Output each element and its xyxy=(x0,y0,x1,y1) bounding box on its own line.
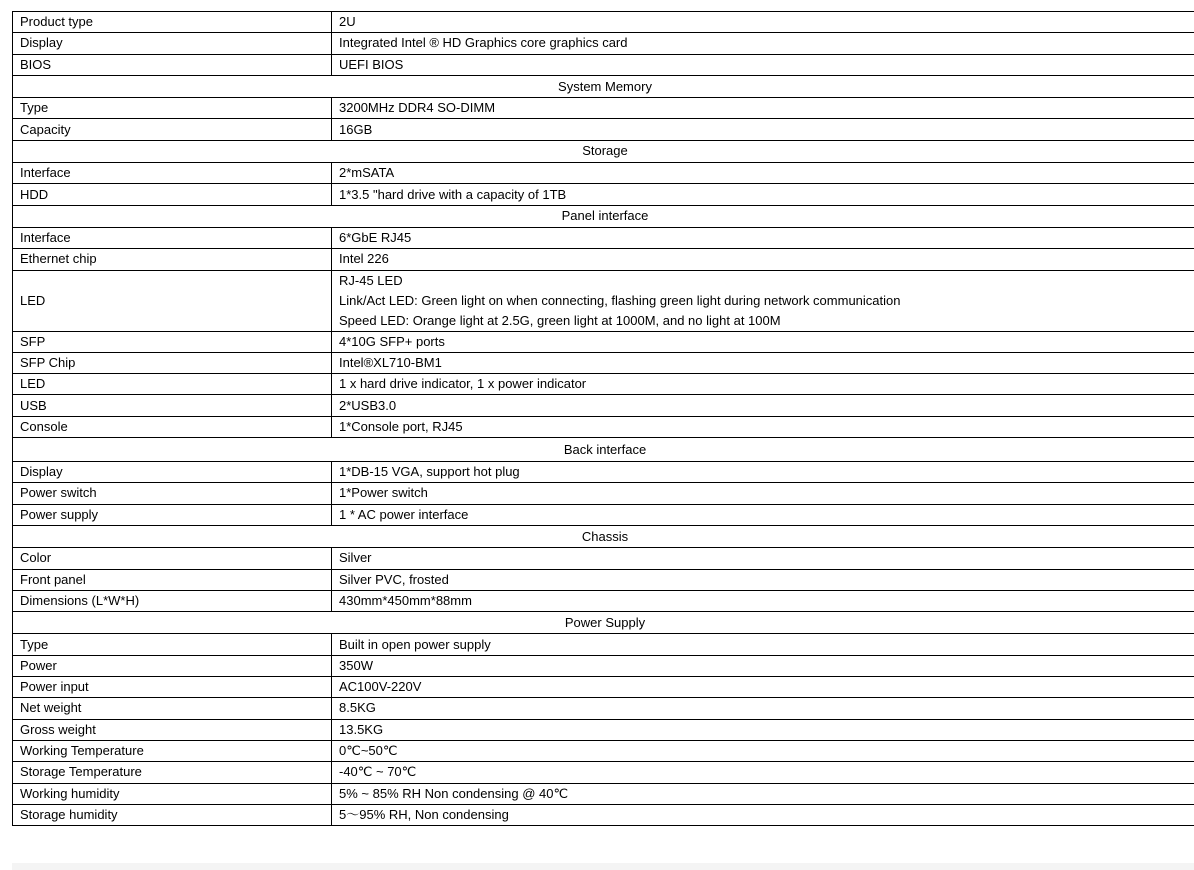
spec-value: 8.5KG xyxy=(332,698,1194,719)
spec-label: LED xyxy=(13,270,332,331)
spec-value: UEFI BIOS xyxy=(332,54,1194,75)
spec-label: Power xyxy=(13,655,332,676)
table-row xyxy=(13,548,1194,569)
table-row xyxy=(13,184,1194,205)
spec-value: 2*USB3.0 xyxy=(332,395,1194,416)
table-row xyxy=(13,331,1194,352)
spec-value: Built in open power supply xyxy=(332,634,1194,655)
spec-label: Storage humidity xyxy=(13,804,332,825)
table-row xyxy=(13,227,1194,248)
spec-value: 1 x hard drive indicator, 1 x power indicator xyxy=(332,374,1194,395)
section-header-row xyxy=(13,205,1194,227)
spec-value: 6*GbE RJ45 xyxy=(332,227,1194,248)
table-row xyxy=(13,98,1194,119)
table-row xyxy=(13,33,1194,54)
spec-label: Color xyxy=(13,548,332,569)
spec-value: 350W xyxy=(332,655,1194,676)
table-row xyxy=(13,483,1194,504)
spec-value xyxy=(332,270,1194,331)
spec-value: Silver PVC, frosted xyxy=(332,569,1194,590)
spec-label: Dimensions (L*W*H) xyxy=(13,590,332,611)
table-row xyxy=(13,462,1194,483)
table-row xyxy=(13,677,1194,698)
spec-label: Storage Temperature xyxy=(13,762,332,783)
table-row xyxy=(13,698,1194,719)
table-row xyxy=(13,352,1194,373)
section-title: Storage xyxy=(13,140,1194,162)
spec-value: AC100V-220V xyxy=(332,677,1194,698)
spec-label: Power input xyxy=(13,677,332,698)
spec-value-line: Speed LED: Orange light at 2.5G, green light at 1000M, and no light at 100M xyxy=(339,312,781,328)
table-row xyxy=(13,504,1194,525)
spec-value: 13.5KG xyxy=(332,719,1194,740)
section-title: System Memory xyxy=(13,75,1194,97)
section-header-row xyxy=(13,525,1194,547)
spec-label: USB xyxy=(13,395,332,416)
spec-value: Silver xyxy=(332,548,1194,569)
table-row xyxy=(13,762,1194,783)
table-row xyxy=(13,12,1194,33)
spec-value: 4*10G SFP+ ports xyxy=(332,331,1194,352)
spec-value: 430mm*450mm*88mm xyxy=(332,590,1194,611)
table-row xyxy=(13,719,1194,740)
spec-value: Intel 226 xyxy=(332,249,1194,270)
spec-value: Integrated Intel ® HD Graphics core graphics card xyxy=(332,33,1194,54)
spec-label: Working Temperature xyxy=(13,740,332,761)
spec-label: Power supply xyxy=(13,504,332,525)
table-row xyxy=(13,374,1194,395)
spec-label: Product type xyxy=(13,12,332,33)
section-header-row xyxy=(13,612,1194,634)
spec-label: Interface xyxy=(13,163,332,184)
table-row xyxy=(13,163,1194,184)
spec-label: Front panel xyxy=(13,569,332,590)
spec-label: LED xyxy=(13,374,332,395)
section-title: Chassis xyxy=(13,525,1194,547)
spec-label: Type xyxy=(13,634,332,655)
spec-label: Console xyxy=(13,416,332,437)
page-bottom-margin xyxy=(12,863,1194,870)
section-header-row xyxy=(13,75,1194,97)
section-header-row xyxy=(13,140,1194,162)
spec-value: 1 * AC power interface xyxy=(332,504,1194,525)
table-row xyxy=(13,569,1194,590)
spec-value: 1*Console port, RJ45 xyxy=(332,416,1194,437)
section-title: Power Supply xyxy=(13,612,1194,634)
spec-value: 2*mSATA xyxy=(332,163,1194,184)
spec-value-line: RJ-45 LED xyxy=(339,272,403,288)
table-row xyxy=(13,416,1194,437)
section-header-row xyxy=(13,438,1194,462)
spec-value: 1*Power switch xyxy=(332,483,1194,504)
spec-value: 2U xyxy=(332,12,1194,33)
spec-label: Display xyxy=(13,33,332,54)
spec-label: BIOS xyxy=(13,54,332,75)
spec-value: 1*3.5 "hard drive with a capacity of 1TB xyxy=(332,184,1194,205)
section-title: Back interface xyxy=(13,438,1194,462)
table-row xyxy=(13,740,1194,761)
spec-label: Type xyxy=(13,98,332,119)
spec-value: 5% ~ 85% RH Non condensing @ 40℃ xyxy=(332,783,1194,804)
table-row xyxy=(13,655,1194,676)
spec-label: HDD xyxy=(13,184,332,205)
table-row xyxy=(13,634,1194,655)
specifications-table-body xyxy=(13,12,1194,826)
table-row xyxy=(13,249,1194,270)
section-title: Panel interface xyxy=(13,205,1194,227)
table-row xyxy=(13,590,1194,611)
spec-label: Working humidity xyxy=(13,783,332,804)
spec-label: SFP Chip xyxy=(13,352,332,373)
spec-value: 1*DB-15 VGA, support hot plug xyxy=(332,462,1194,483)
table-row xyxy=(13,804,1194,825)
spec-value: 0℃~50℃ xyxy=(332,740,1194,761)
spec-value: 3200MHz DDR4 SO-DIMM xyxy=(332,98,1194,119)
spec-label: Interface xyxy=(13,227,332,248)
table-row xyxy=(13,119,1194,140)
spec-label: SFP xyxy=(13,331,332,352)
spec-value: 5～95% RH, Non condensing xyxy=(332,804,1194,825)
spec-value-line: Link/Act LED: Green light on when connecting, flashing green light during network communication xyxy=(339,292,901,308)
table-row xyxy=(13,395,1194,416)
table-row xyxy=(13,783,1194,804)
spec-label: Ethernet chip xyxy=(13,249,332,270)
specifications-table xyxy=(12,11,1194,826)
spec-value: 16GB xyxy=(332,119,1194,140)
table-row xyxy=(13,270,1194,331)
table-row xyxy=(13,54,1194,75)
spec-label: Capacity xyxy=(13,119,332,140)
spec-value: -40℃ ~ 70℃ xyxy=(332,762,1194,783)
spec-label: Gross weight xyxy=(13,719,332,740)
spec-label: Display xyxy=(13,462,332,483)
spec-value: Intel®XL710-BM1 xyxy=(332,352,1194,373)
spec-label: Power switch xyxy=(13,483,332,504)
spec-label: Net weight xyxy=(13,698,332,719)
